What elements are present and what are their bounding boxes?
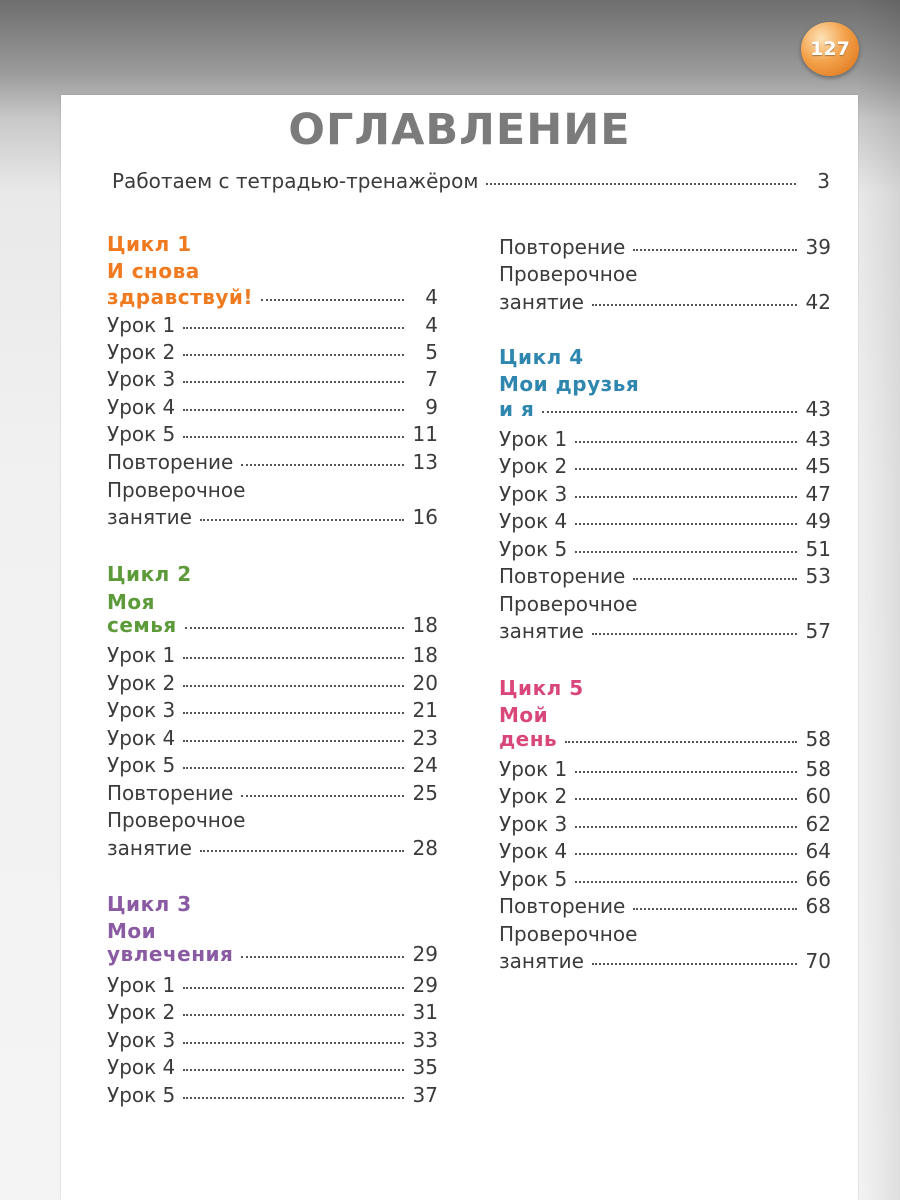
cycle-3-title-line: Мои bbox=[107, 919, 157, 943]
entry-label: занятие bbox=[499, 949, 584, 973]
entry-page: 45 bbox=[805, 454, 831, 478]
entry-page: 29 bbox=[412, 942, 438, 966]
entry-label: Работаем с тетрадью-тренажёром bbox=[112, 169, 479, 193]
dot-leader bbox=[592, 963, 797, 965]
entry-label: Урок 4 bbox=[107, 726, 176, 750]
entry-label: Проверочное bbox=[499, 262, 638, 286]
entry-label: Проверочное bbox=[499, 592, 638, 616]
dot-leader bbox=[575, 523, 797, 525]
entry-label: Урок 1 bbox=[107, 973, 176, 997]
entry-label: Урок 2 bbox=[107, 671, 176, 695]
entry-page: 18 bbox=[412, 643, 438, 667]
entry-label: Урок 4 bbox=[499, 839, 568, 863]
dot-leader bbox=[183, 987, 404, 989]
entry-page: 43 bbox=[805, 397, 831, 421]
entry-label: Урок 3 bbox=[107, 698, 176, 722]
entry-label: Повторение bbox=[499, 235, 626, 259]
dot-leader bbox=[183, 409, 404, 411]
entry-page: 53 bbox=[805, 564, 831, 588]
cycle-3-heading: Цикл 3 bbox=[107, 892, 192, 916]
toc-entry-test[interactable] bbox=[499, 619, 831, 646]
toc-entry-test[interactable] bbox=[107, 836, 438, 863]
entry-label: занятие bbox=[107, 836, 192, 860]
toc-entry[interactable] bbox=[499, 235, 831, 262]
toc-entry[interactable] bbox=[107, 671, 438, 698]
entry-page: 60 bbox=[805, 784, 831, 808]
entry-label: Урок 4 bbox=[107, 395, 176, 419]
entry-page: 9 bbox=[425, 395, 438, 419]
entry-page: 33 bbox=[412, 1028, 438, 1052]
entry-page: 68 bbox=[805, 894, 831, 918]
toc-entry[interactable] bbox=[107, 1000, 438, 1027]
dot-leader bbox=[183, 657, 404, 659]
entry-label: Урок 3 bbox=[499, 812, 568, 836]
entry-page: 11 bbox=[412, 422, 438, 446]
dot-leader bbox=[241, 795, 404, 797]
dot-leader bbox=[633, 578, 797, 580]
toc-entry[interactable] bbox=[107, 1083, 438, 1110]
cycle-5-title-line: Мой bbox=[499, 703, 549, 727]
entry-label: Урок 3 bbox=[107, 367, 176, 391]
entry-label: Проверочное bbox=[499, 922, 638, 946]
entry-label: Повторение bbox=[499, 894, 626, 918]
dot-leader bbox=[575, 798, 797, 800]
entry-page: 47 bbox=[805, 482, 831, 506]
entry-label: Урок 5 bbox=[499, 537, 568, 561]
cycle-4-title-entry[interactable] bbox=[499, 397, 831, 424]
cycle-4-title-line: Мои друзья bbox=[499, 372, 640, 396]
dot-leader bbox=[575, 551, 797, 553]
entry-label: Урок 1 bbox=[107, 313, 176, 337]
entry-label: Урок 3 bbox=[499, 482, 568, 506]
entry-page: 43 bbox=[805, 427, 831, 451]
entry-page: 64 bbox=[805, 839, 831, 863]
dot-leader bbox=[592, 633, 797, 635]
cycle-2-heading: Цикл 2 bbox=[107, 562, 192, 586]
toc-entry[interactable] bbox=[107, 340, 438, 367]
cycle-title-label: увлечения bbox=[107, 942, 234, 966]
dot-leader bbox=[183, 1042, 404, 1044]
entry-page: 20 bbox=[412, 671, 438, 695]
entry-label: Урок 5 bbox=[107, 1083, 176, 1107]
toc-entry[interactable] bbox=[107, 395, 438, 422]
entry-page: 5 bbox=[425, 340, 438, 364]
dot-leader bbox=[183, 354, 404, 356]
entry-label: Проверочное bbox=[107, 478, 246, 502]
entry-page: 39 bbox=[805, 235, 831, 259]
entry-page: 62 bbox=[805, 812, 831, 836]
entry-label: Урок 5 bbox=[107, 753, 176, 777]
cycle-1-title-entry[interactable] bbox=[107, 285, 438, 312]
toc-entry[interactable] bbox=[107, 450, 438, 477]
dot-leader bbox=[575, 468, 797, 470]
page-title: ОГЛАВЛЕНИЕ bbox=[288, 105, 631, 155]
toc-entry[interactable] bbox=[499, 564, 831, 591]
entry-label: Урок 1 bbox=[499, 757, 568, 781]
dot-leader bbox=[183, 381, 404, 383]
toc-entry[interactable] bbox=[107, 698, 438, 725]
entry-page: 49 bbox=[805, 509, 831, 533]
dot-leader bbox=[200, 519, 404, 521]
entry-page: 24 bbox=[412, 753, 438, 777]
entry-label: Урок 4 bbox=[499, 509, 568, 533]
entry-page: 58 bbox=[805, 727, 831, 751]
test-label-line bbox=[499, 592, 831, 619]
cycle-3-title-entry[interactable] bbox=[107, 942, 438, 969]
entry-page: 28 bbox=[412, 836, 438, 860]
toc-entry[interactable] bbox=[499, 757, 831, 784]
dot-leader bbox=[565, 741, 797, 743]
toc-entry[interactable] bbox=[499, 867, 831, 894]
toc-entry[interactable] bbox=[499, 839, 831, 866]
dot-leader bbox=[575, 496, 797, 498]
dot-leader bbox=[575, 826, 797, 828]
entry-label: Урок 4 bbox=[107, 1055, 176, 1079]
toc-entry[interactable] bbox=[499, 812, 831, 839]
entry-page: 37 bbox=[412, 1083, 438, 1107]
test-label-line bbox=[499, 262, 831, 289]
dot-leader bbox=[183, 1069, 404, 1071]
entry-page: 7 bbox=[425, 367, 438, 391]
page-edge-shadow bbox=[856, 0, 900, 1200]
cycle-title-label: и я bbox=[499, 397, 535, 421]
entry-page: 13 bbox=[412, 450, 438, 474]
toc-intro-entry[interactable] bbox=[112, 169, 830, 196]
toc-entry[interactable] bbox=[107, 367, 438, 394]
contents-sheet bbox=[61, 95, 858, 1200]
toc-entry[interactable] bbox=[499, 509, 831, 536]
entry-label: Урок 1 bbox=[499, 427, 568, 451]
dot-leader bbox=[241, 956, 404, 958]
dot-leader bbox=[241, 464, 404, 466]
entry-label: Урок 2 bbox=[107, 340, 176, 364]
page-number-badge: 127 bbox=[801, 22, 859, 76]
dot-leader bbox=[183, 712, 404, 714]
cycle-5-title-entry[interactable] bbox=[499, 727, 831, 754]
entry-label: Урок 5 bbox=[499, 867, 568, 891]
entry-label: Урок 2 bbox=[499, 784, 568, 808]
dot-leader bbox=[575, 881, 797, 883]
entry-label: занятие bbox=[499, 619, 584, 643]
dot-leader bbox=[261, 299, 404, 301]
toc-entry[interactable] bbox=[499, 537, 831, 564]
dot-leader bbox=[183, 685, 404, 687]
toc-entry[interactable] bbox=[107, 726, 438, 753]
toc-entry[interactable] bbox=[499, 482, 831, 509]
dot-leader bbox=[633, 249, 797, 251]
dot-leader bbox=[185, 627, 404, 629]
entry-page: 18 bbox=[412, 613, 438, 637]
dot-leader bbox=[183, 740, 404, 742]
dot-leader bbox=[183, 1014, 404, 1016]
toc-entry[interactable] bbox=[107, 1028, 438, 1055]
cycle-title-label: здравствуй! bbox=[107, 285, 254, 309]
cycle-1-heading: Цикл 1 bbox=[107, 232, 192, 256]
dot-leader bbox=[575, 853, 797, 855]
toc-entry-test[interactable] bbox=[499, 290, 831, 317]
toc-entry-test[interactable] bbox=[107, 505, 438, 532]
toc-entry[interactable] bbox=[107, 313, 438, 340]
entry-label: занятие bbox=[499, 290, 584, 314]
dot-leader bbox=[183, 327, 404, 329]
toc-entry[interactable] bbox=[499, 894, 831, 921]
entry-page: 4 bbox=[425, 285, 438, 309]
toc-entry[interactable] bbox=[499, 784, 831, 811]
entry-label: Повторение bbox=[107, 450, 234, 474]
dot-leader bbox=[575, 771, 797, 773]
entry-label: Урок 3 bbox=[107, 1028, 176, 1052]
entry-page: 21 bbox=[412, 698, 438, 722]
entry-page: 4 bbox=[425, 313, 438, 337]
entry-label: Урок 5 bbox=[107, 422, 176, 446]
entry-page: 23 bbox=[412, 726, 438, 750]
toc-entry[interactable] bbox=[107, 1055, 438, 1082]
cycle-5-heading: Цикл 5 bbox=[499, 676, 584, 700]
dot-leader bbox=[200, 850, 404, 852]
toc-entry[interactable] bbox=[499, 427, 831, 454]
entry-page: 16 bbox=[412, 505, 438, 529]
cycle-4-heading: Цикл 4 bbox=[499, 345, 584, 369]
cycle-title-label: день bbox=[499, 727, 558, 751]
entry-page: 35 bbox=[412, 1055, 438, 1079]
toc-entry[interactable] bbox=[107, 781, 438, 808]
toc-entry-test[interactable] bbox=[499, 949, 831, 976]
test-label-line bbox=[107, 808, 438, 835]
dot-leader bbox=[486, 183, 796, 185]
entry-label: Повторение bbox=[107, 781, 234, 805]
cycle-2-title-line: Моя bbox=[107, 590, 155, 614]
cycle-title-label: семья bbox=[107, 613, 177, 637]
entry-page: 25 bbox=[412, 781, 438, 805]
entry-label: Повторение bbox=[499, 564, 626, 588]
entry-label: Урок 2 bbox=[107, 1000, 176, 1024]
entry-label: Урок 1 bbox=[107, 643, 176, 667]
entry-label: занятие bbox=[107, 505, 192, 529]
entry-page: 3 bbox=[817, 169, 830, 193]
entry-page: 51 bbox=[805, 537, 831, 561]
toc-entry[interactable] bbox=[107, 973, 438, 1000]
test-label-line bbox=[107, 478, 438, 505]
toc-entry[interactable] bbox=[107, 643, 438, 670]
entry-page: 31 bbox=[412, 1000, 438, 1024]
entry-page: 29 bbox=[412, 973, 438, 997]
entry-page: 58 bbox=[805, 757, 831, 781]
dot-leader bbox=[592, 304, 797, 306]
dot-leader bbox=[542, 411, 797, 413]
entry-page: 70 bbox=[805, 949, 831, 973]
cycle-2-title-entry[interactable] bbox=[107, 613, 438, 640]
toc-entry[interactable] bbox=[499, 454, 831, 481]
toc-entry[interactable] bbox=[107, 422, 438, 449]
entry-label: Урок 2 bbox=[499, 454, 568, 478]
test-label-line bbox=[499, 922, 831, 949]
entry-page: 57 bbox=[805, 619, 831, 643]
dot-leader bbox=[633, 908, 797, 910]
dot-leader bbox=[183, 767, 404, 769]
entry-page: 42 bbox=[805, 290, 831, 314]
entry-label: Проверочное bbox=[107, 808, 246, 832]
cycle-1-title-line: И снова bbox=[107, 259, 200, 283]
entry-page: 66 bbox=[805, 867, 831, 891]
toc-entry[interactable] bbox=[107, 753, 438, 780]
dot-leader bbox=[183, 1097, 404, 1099]
dot-leader bbox=[183, 436, 404, 438]
dot-leader bbox=[575, 441, 797, 443]
